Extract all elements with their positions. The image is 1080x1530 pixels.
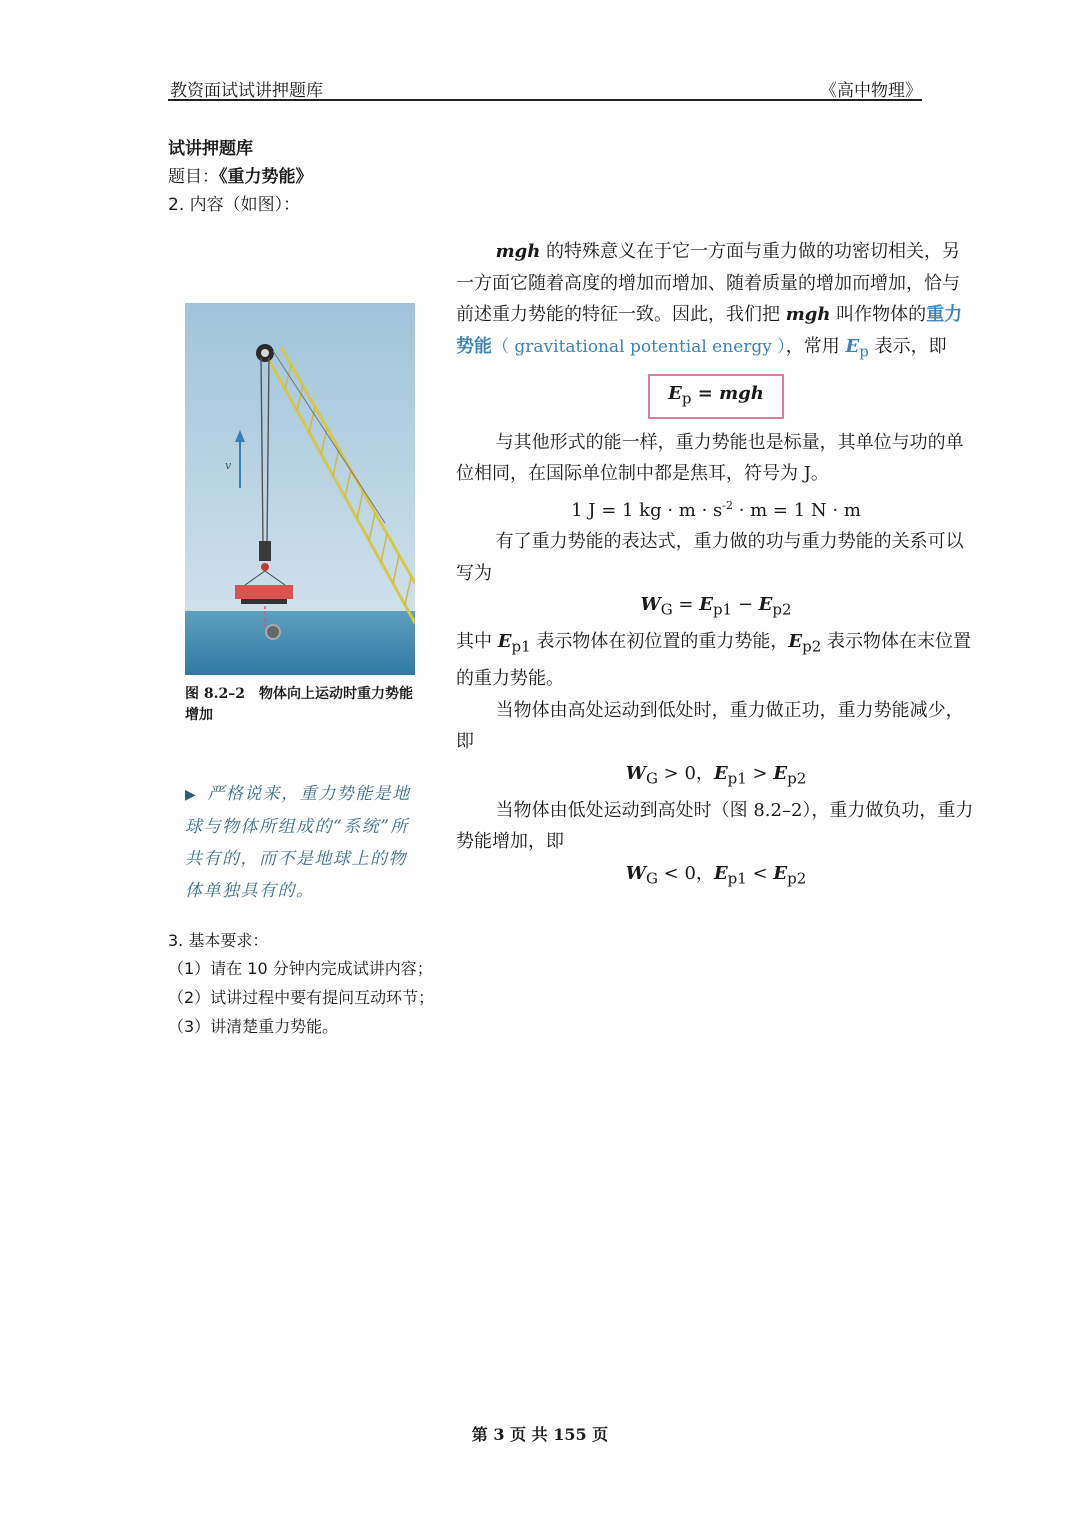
term-english: （ gravitational potential energy ） — [492, 336, 786, 357]
velocity-label: v — [225, 459, 232, 472]
topic-prefix: 题目： — [168, 167, 219, 187]
paragraph-downward: 当物体由高处运动到低处时，重力做正功，重力势能减少，即 — [456, 699, 964, 753]
paragraph-unit: 与其他形式的能一样，重力势能也是标量，其单位与功的单位相同，在国际单位制中都是焦耳，符号为 J。 — [456, 431, 964, 485]
formula-negative-work: $W_G < 0$，$E_{p1} < E_{p2}$ — [625, 862, 807, 888]
formula-ep: $E_p$ = mgh — [648, 374, 784, 419]
note-triangle-icon: ▶ — [185, 787, 198, 803]
term-highlight: 重力势能 — [456, 304, 963, 357]
page-footer: 第 3 页 共 155 页 — [471, 1425, 609, 1444]
formula-joule: 1 J = 1 kg · $m \cdot s^{-2} \cdot m = 1$ N · m — [571, 498, 861, 521]
requirement-item: （1）请在 10 分钟内完成试讲内容； — [168, 959, 433, 978]
side-note — [185, 778, 421, 907]
content-label: 2. 内容（如图）： — [168, 195, 301, 215]
figure-caption: 图 8.2–2 物体向上运动时重力势能增加 — [185, 686, 413, 723]
header-right: 《高中物理》 — [820, 81, 922, 101]
crane-illustration — [185, 303, 415, 675]
side-note-text: 严格说来，重力势能是地球与物体所组成的“系统”所共有的，而不是地球上的物体单独具有的。 — [185, 784, 411, 901]
paragraph-relation: 有了重力势能的表达式，重力做的功与重力势能的关系可以写为 — [456, 531, 964, 584]
topic-title: 《重力势能》 — [219, 167, 313, 187]
requirements-title: 3. 基本要求： — [168, 931, 269, 950]
paragraph-upward: 当物体由低处运动到高处时（图 8.2–2），重力做负功，重力势能增加，即 — [456, 799, 974, 853]
requirement-item: （3）讲清楚重力势能。 — [168, 1017, 339, 1036]
textbook-body — [456, 236, 976, 895]
header-divider — [168, 99, 922, 101]
question-bank-title: 试讲押题库 — [168, 139, 253, 159]
paragraph-explain: 其中 $E_{p1}$ 表示物体在初位置的重力势能，$E_{p2}$ 表示物体在末位置的重力势能。 — [456, 631, 971, 690]
crane-figure — [185, 303, 415, 675]
paragraph-definition: mgh 的特殊意义在于它一方面与重力做的功密切相关，另一方面它随着高度的增加而增加、随着质量的增加而增加，恰与前述重力势能的特征一致。因此，我们把 mgh 叫作物体的重力势能（ gravitational potential energy ），常用 $E_p$ 表示，即 — [456, 241, 963, 361]
formula-ep-row — [456, 368, 976, 427]
header-left: 教资面试试讲押题库 — [170, 81, 323, 101]
formula-work: $W_G = E_{p1} - E_{p2}$ — [640, 594, 792, 619]
requirement-item: （2）试讲过程中要有提问互动环节； — [168, 988, 435, 1007]
formula-positive-work: $W_G > 0$，$E_{p1} > E_{p2}$ — [625, 762, 807, 788]
topic-line — [168, 162, 313, 187]
